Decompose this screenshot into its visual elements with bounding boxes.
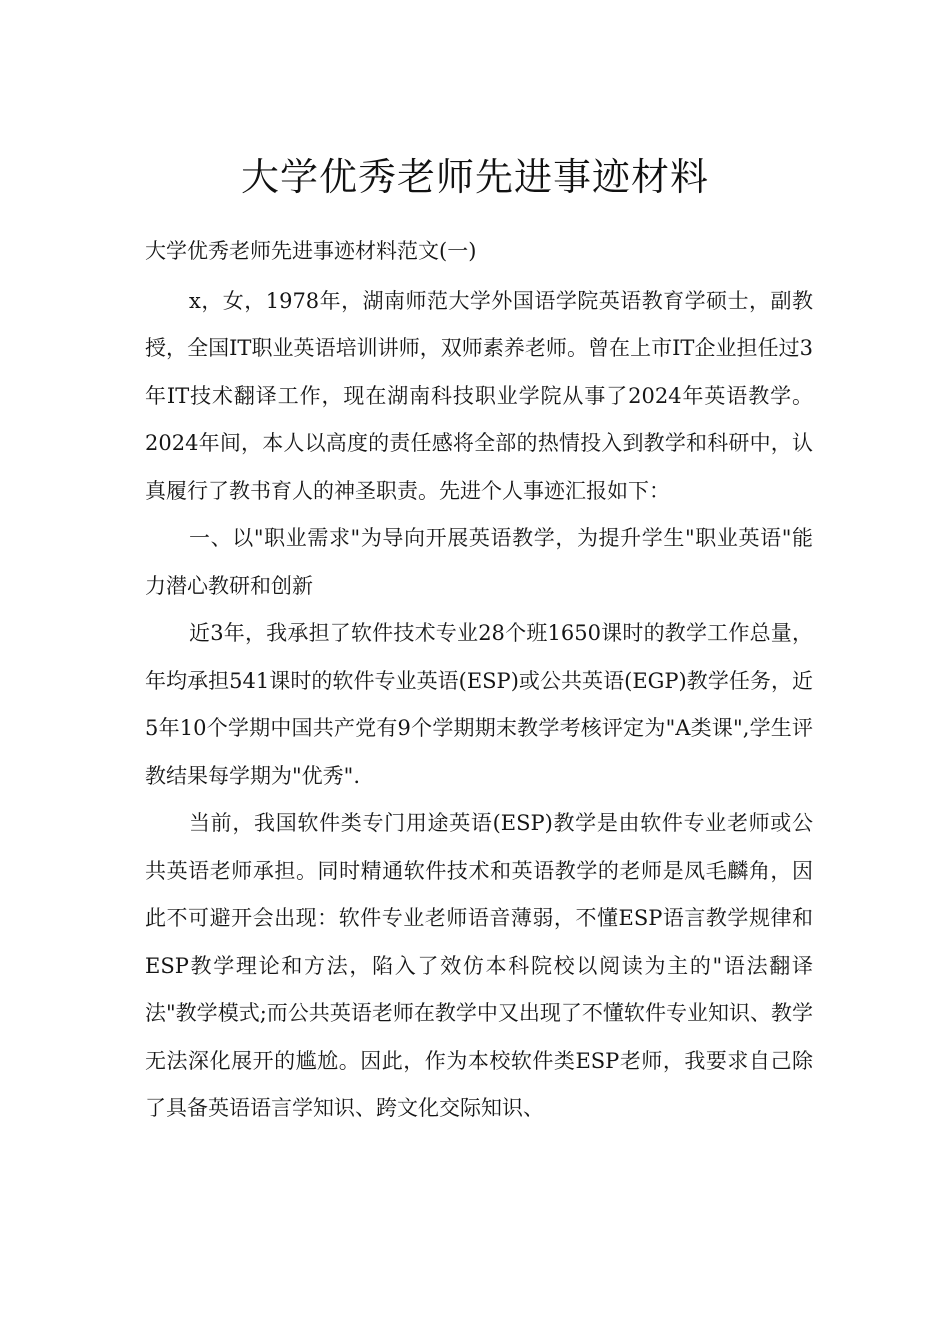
document-subtitle: 大学优秀老师先进事迹材料范文(一)	[145, 239, 477, 263]
section-heading-1: 一、以"职业需求"为导向开展英语教学，为提升学生"职业英语"能力潜心教研和创新	[145, 526, 813, 598]
paragraph-intro: x，女，1978年，湖南师范大学外国语学院英语教育学硕士，副教授，全国IT职业英语培训讲师，双师素养老师。曾在上市IT企业担任过3年IT技术翻译工作，现在湖南科技职业学院从事了2024年英语教学。2024年间，本人以高度的责任感将全部的热情投入到教学和科研中，认真履行了教书育人的神圣职责。先进个人事迹汇报如下：	[145, 288, 813, 503]
paragraph-teaching-load: 近3年，我承担了软件技术专业28个班1650课时的教学工作总量，年均承担541课时的软件专业英语(ESP)或公共英语(EGP)教学任务，近5年10个学期中国共产党有9个学期期末教学考核评定为"A类课",学生评教结果每学期为"优秀".	[145, 621, 813, 788]
document-title: 大学优秀老师先进事迹材料	[240, 155, 709, 200]
document-body	[145, 228, 813, 1133]
paragraph-esp-teaching: 当前，我国软件类专门用途英语(ESP)教学是由软件专业老师或公共英语老师承担。同时精通软件技术和英语教学的老师是凤毛麟角，因此不可避开会出现：软件专业老师语音薄弱，不懂ESP语言教学规律和ESP教学理论和方法，陷入了效仿本科院校以阅读为主的"语法翻译法"教学模式;而公共英语老师在教学中又出现了不懂软件专业知识、教学无法深化展开的尴尬。因此，作为本校软件类ESP老师，我要求自己除了具备英语语言学知识、跨文化交际知识、	[145, 811, 813, 1120]
